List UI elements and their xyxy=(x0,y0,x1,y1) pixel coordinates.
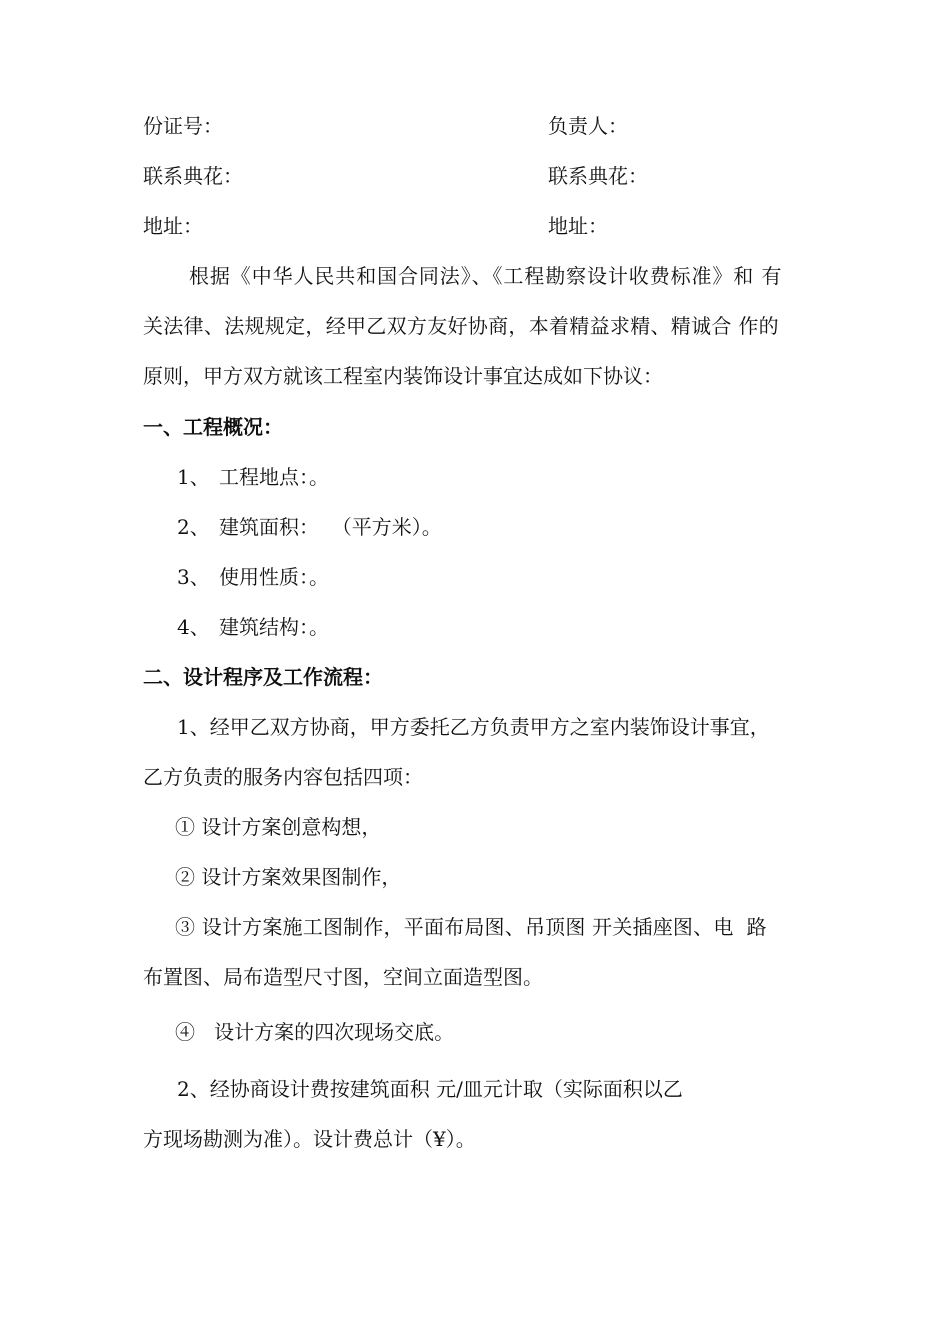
service-item-1: ① 设计方案创意构想， xyxy=(175,815,382,839)
section-2-paragraph-2-line-1: 2、经协商设计费按建筑面积 元/皿元计取（实际面积以乙 xyxy=(177,1077,683,1101)
section-2-paragraph-2-line-2: 方现场勘测为准）。设计费总计（¥）。 xyxy=(143,1127,476,1151)
section-2-heading: 二、设计程序及工作流程： xyxy=(143,665,383,689)
responsible-person-label: 负责人： xyxy=(548,114,628,138)
service-item-4: ④ 设计方案的四次现场交底。 xyxy=(175,1020,455,1044)
party-b-address-label: 地址： xyxy=(548,214,608,238)
service-item-3-line-2: 布置图、局布造型尺寸图，空间立面造型图。 xyxy=(143,965,543,989)
section-1-item-2-text: 建筑面积： （平方米）。 xyxy=(219,515,442,539)
party-b-phone-label: 联系典花： xyxy=(548,164,648,188)
section-1-heading: 一、工程概况： xyxy=(143,415,283,439)
intro-line-1: 根据《中华人民共和国合同法》、《工程勘察设计收费标准》和 有 xyxy=(189,264,783,288)
intro-line-3: 原则，甲方双方就该工程室内装饰设计事宜达成如下协议： xyxy=(143,364,663,388)
service-item-2: ② 设计方案效果图制作， xyxy=(175,865,402,889)
section-1-item-4-number: 4、 xyxy=(177,615,210,639)
section-2-paragraph-1-line-2: 乙方负责的服务内容包括四项： xyxy=(143,765,423,789)
section-1-item-1-number: 1、 xyxy=(177,465,210,489)
intro-line-2: 关法律、法规规定，经甲乙双方友好协商，本着精益求精、精诚合 作的 xyxy=(143,314,779,338)
section-1-item-3-text: 使用性质：。 xyxy=(219,565,329,589)
section-1-item-4-text: 建筑结构：。 xyxy=(219,615,329,639)
service-item-3-line-1: ③ 设计方案施工图制作，平面布局图、吊顶图 开关插座图、电 路 xyxy=(175,915,767,939)
party-a-phone-label: 联系典花： xyxy=(143,164,243,188)
section-1-item-2-number: 2、 xyxy=(177,515,210,539)
id-number-label: 份证号： xyxy=(143,114,223,138)
section-1-item-1-text: 工程地点：。 xyxy=(219,465,329,489)
section-1-item-3-number: 3、 xyxy=(177,565,210,589)
party-a-address-label: 地址： xyxy=(143,214,203,238)
section-2-paragraph-1-line-1: 1、经甲乙双方协商，甲方委托乙方负责甲方之室内装饰设计事宜， xyxy=(177,715,770,739)
